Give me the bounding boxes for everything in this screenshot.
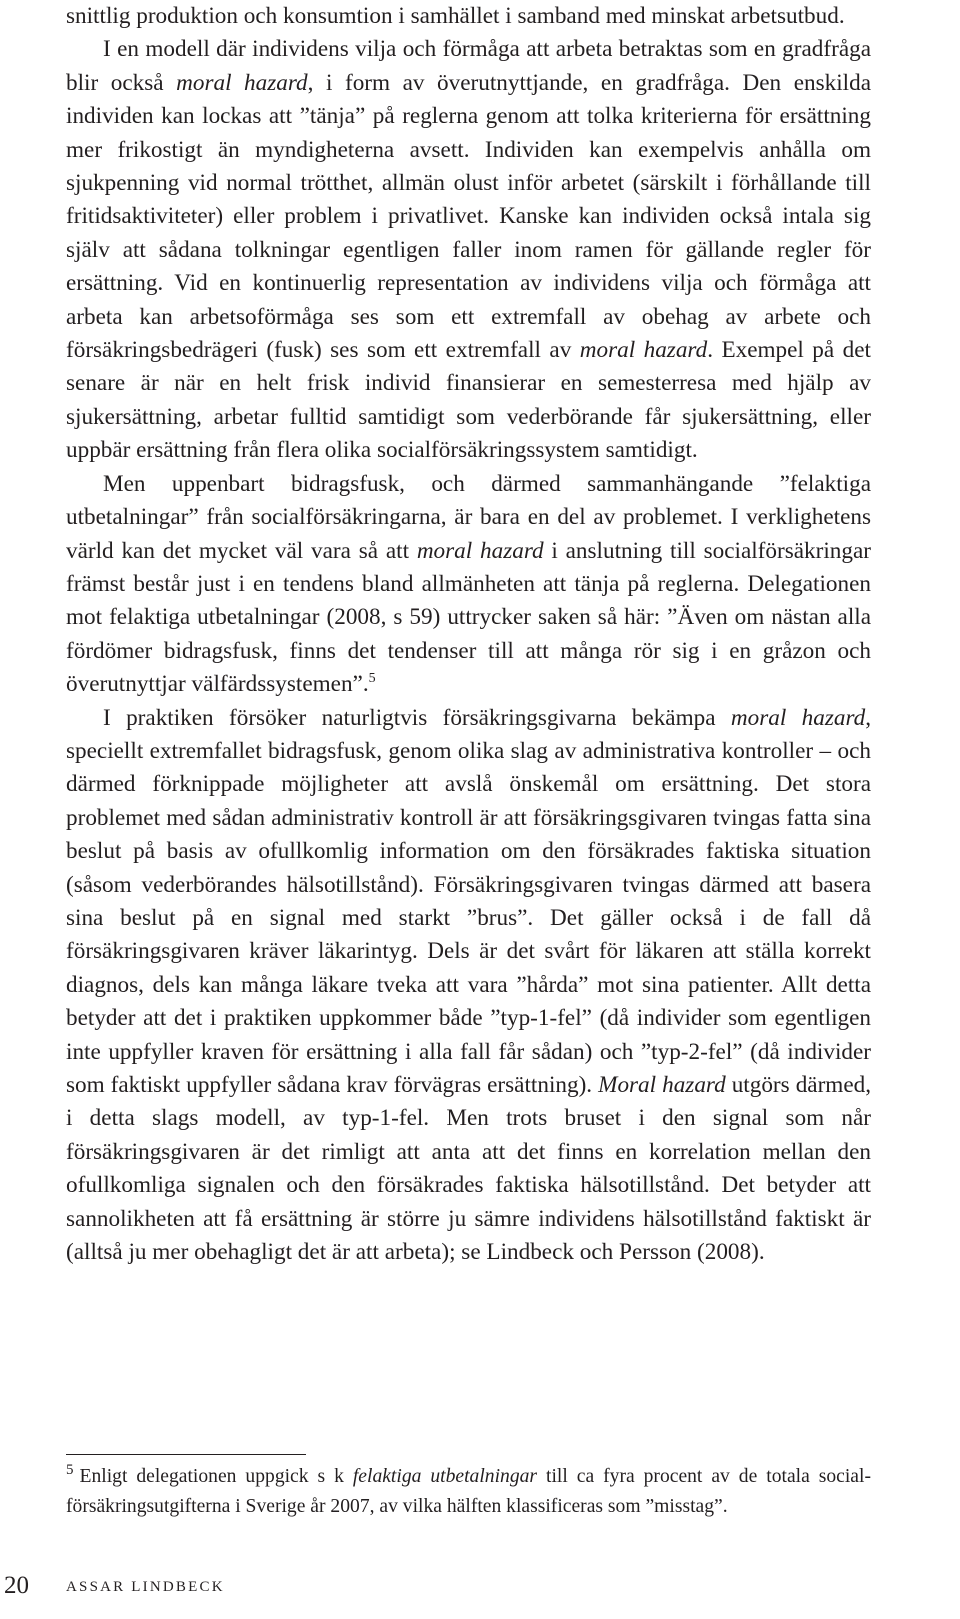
paragraph-2-emphasis-2: moral hazard: [579, 337, 708, 364]
footnote-emphasis: felaktiga utbetalningar: [352, 1466, 538, 1487]
paragraph-2-emphasis-1: moral hazard: [176, 69, 308, 96]
footnote-reference[interactable]: 5: [368, 671, 376, 687]
paragraph-2-text-a: I en modell där individens vilja och förmåga att arbeta betraktas som en gradfråga blir också: [66, 36, 871, 96]
footnote-text-a: Enligt delegationen uppgick s k: [79, 1466, 353, 1487]
paragraph-1-text: snittlig produktion och konsumtion i samhället i samband med minskat arbetsutbud.: [66, 3, 845, 29]
paragraph-4: [66, 702, 871, 1270]
footnote-number: 5: [66, 1462, 74, 1478]
paragraph-3-text-b: i anslutning till socialförsäkringar främst består just i en tendens bland allmänheten att tänja på reglerna. Delegationen mot felaktiga utbetalningar (2008, s 59) uttrycker saken så här: ”Även om nästan alla fördömer bidragsfusk, finns det tendenser till att många rör sig i en gråzon och överutnyttjar välfärdssystemen”.: [66, 537, 871, 698]
paragraph-4-text-a: I praktiken försöker naturligtvis försäkringsgivarna bekämpa: [103, 704, 731, 731]
paragraph-2-text-c: . Exempel på det senare är när en helt frisk individ finansierar en semesterresa med hjälp av sjukersättning, arbetar fulltid samtidigt som vederbörande får sjukersättning, eller uppbär ersättning från flera olika socialförsäkringssystem samtidigt.: [66, 337, 871, 464]
paragraph-4-emphasis-1: moral hazard: [730, 704, 866, 731]
footnote-text-b: till ca fyra procent av de totala socialförsäkringsutgifterna i Sverige år 2007, av vilka hälften klassificeras som ”misstag”.: [66, 1466, 871, 1517]
paragraph-1: [66, 0, 871, 33]
paragraph-2: [66, 33, 871, 467]
paragraph-4-text-b: , speciellt extremfallet bidragsfusk, genom olika slag av administrativa kontroller – och därmed förknippade möjligheter att avslå önskemål om ersättning. Det stora problemet med sådan administrativ kontroll är att försäkringsgivaren tvingas fatta sina beslut på basis av ofullkomlig information om den försäkrades faktiska situation (såsom vederbörandes hälsotillstånd). Försäkringsgivaren tvingas därmed att basera sina beslut på en signal med starkt ”brus”. Det gäller också i de fall då försäkringsgivaren kräver läkarintyg. Dels är det svårt för läkaren att ställa korrekt diagnos, dels kan många läkare tveka att vara ”hårda” mot sina patienter. Allt detta betyder att det i praktiken uppkommer både ”typ-1-fel” (då individer som egentligen inte uppfyller kraven för ersättning i alla fall får sådan) och ”typ-2-fel” (då individer som faktiskt uppfyller sådana krav förvägras ersättning).: [66, 704, 871, 1098]
paragraph-3-text-a: Men uppenbart bidragsfusk, och därmed sammanhängande ”felaktiga utbetalningar” från socialförsäkringarna, är bara en del av problemet. I verklighetens värld kan det mycket väl vara så att: [66, 470, 871, 564]
paragraph-4-emphasis-2: Moral hazard: [598, 1072, 726, 1098]
author-name: ASSAR LINDBECK: [66, 1579, 225, 1595]
paragraph-3: [66, 468, 871, 702]
footnote-divider: [66, 1454, 306, 1455]
paragraph-4-text-c: utgörs därmed, i detta slags modell, av typ-1-fel. Men trots bruset i den signal som når försäkringsgivaren är det rimligt att anta att det finns en korrelation mellan den ofullkomliga signalen och den försäkrades faktiska hälsotillstånd. Det betyder att sannolikheten att få ersättning är större ju sämre individens hälsotillstånd faktiskt är (alltså ju mer obehagligt det är att arbeta); se Lindbeck och Persson (2008).: [66, 1072, 872, 1266]
footnote: [66, 1462, 871, 1522]
publication-side-tab: [900, 280, 940, 460]
page-number: 20: [4, 1572, 29, 1599]
paragraph-2-text-b: , i form av överutnyttjande, en gradfråga. Den enskilda individen kan lockas att ”tänja” på reglerna genom att tolka kriterierna för ersättning mer frikostigt än myndigheterna avsett. Individen kan exempelvis anhålla om sjukpenning vid normal trötthet, allmän olust inför arbetet (särskilt i förhållande till fritidsaktiviteter) eller problem i privatlivet. Kanske kan individen också intala sig själv att sådana tolkningar egentligen faller inom ramen för gällande regler för ersättning. Vid en kontinuerlig representation av individens vilja och förmåga att arbeta kan arbetsoförmåga ses som ett extremfall av obehag av arbete och försäkringsbedrägeri (fusk) ses som ett extremfall av: [66, 69, 871, 364]
paragraph-3-emphasis-1: moral hazard: [416, 537, 544, 564]
article-body: [66, 0, 871, 1269]
page-footer: [0, 1572, 400, 1602]
